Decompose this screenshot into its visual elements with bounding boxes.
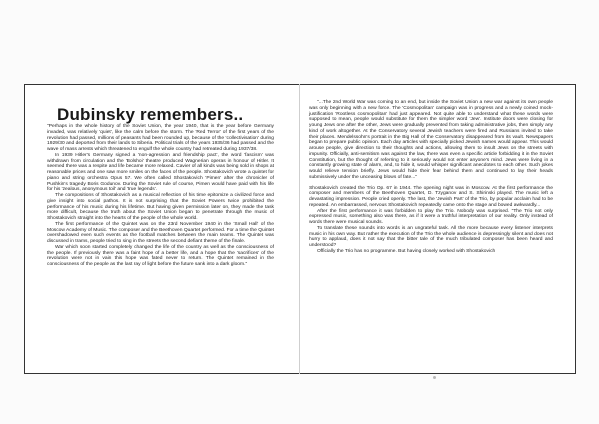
left-column [47,124,274,268]
paragraph: The first performance of the Quintet was on the 23rd November 1940 in the 'Small Hall' of the Moscow Academy of Music. The composer and the Beethoven Quartet performed. For a time the Quintet overshadowed even such events as the football matches between the main teams. The Quintet was discussed in trams, people tried to sing in the streets the second defiant theme of the finale. [47,221,274,244]
paragraph: Officially the Trio has no programme. But having closely worked with Shostakovich [317,248,496,254]
page-fold [299,84,300,374]
paragraph: After the first performance it was forbidden to play the Trio. Nobody was surprised. "The Trio not only expressed music, something also was there, as if it were a truthful interpretation of our reality. Only instead of words there were musical sounds. [309,208,553,225]
right-column [309,100,553,255]
paragraph: "...The 2nd World War was coming to an end, but inside the Soviet Union a new war against its own people was only beginning with a new force. The 'Cosmopolitan' campaign was in progress and a newly coined mock-justification 'Rootless cosmopolitan' had just appeared. Not quite able to understand what these words were supposed to mean, people would substitute for them the simpler word 'Jew'. Institute doors were closing for young Jews one after the other, Jews were gradually prevented from taking administrative jobs, then simply any kind of work altogether. At the Conservatory several Jewish teachers were fired and Russians invited to take their places. Mendelssohn's portrait in the Big Hall of the Conservatory disappeared from its vault. Newspapers began to prepare public opinion. Each day articles with specially picked Jewish names would appear. This would arouse people, give direction to their thoughts and actions, allowing them to insult Jews on the streets with impunity. Officially, anti-semitism was against the law, there was even a specific article forbidding it in the Soviet Constitution, but the thought of referring to it seriously would not enter anyone's mind. Jews were living in a constantly growing state of alarm, and, to hide it, would whisper significant anecdotes to each other. Such jokes would relieve tension briefly. Jews would hide their fear behind them and continued to lay their heads submissively under the unceasing blows of fate..." [309,100,553,180]
paragraph: To translate these sounds into words is an ungrateful task. All the more because every listener interprets music in his own way. But rather the execution of the Trio the whole audience is depressingly silent and does not hurry to applaud, does it not say that the bitter tale of the much tribulated composer has been heard and understood? [309,225,553,248]
paragraph: War which soon started completely changed the life of the country as well as the consciousness of the people. If previously there was a faint hope of a better life, and a hope that the 'sacrifices' of the revolution were not in vain this hope was fated never to return. The Quintet remained in the consciousness of the people as the last ray of light before the future sank into a dark gloom." [47,244,274,267]
paragraph: In 1939 Hitler's Germany signed a 'non-agression and friendship pact', the word 'fascism' was withdrawn from circulation and the 'Bolshoi' theatre produced Wagnerian operas in honour of Hitler. It seemed there was a respite and life became more relaxed. Cavier of all kinds was being sold in shops at reasonable prices and one saw more smiles on the faces of the people. Shostakovich wrote a quintet for piano and string orchestra Opus 57. We often called Shostakovich 'Pimen' after the chronicler of Pushkin's tragedy Boris Godunov. During the Soviet rule of course, Pimen would have paid with his life for his 'zealous, anonymous toil' and 'true legends'. [47,152,274,193]
paragraph: The compositions of Shostakovich as a musical reflection of his time epitomize a civilized force and give insight into social pathos. It is not surprising that the Soviet Powers twice prohibited the performance of his music during his lifetime. But having given permission later on, they made the task more difficult, because the truth about the Soviet Union began to penetrate through the music of Shostakovich straight into the hearts of the people of the whole world. [47,193,274,221]
paragraph: Shostakovich created the Trio Op. 67 in 1944. The opening night was in Moscow. At the first performance the composer and members of the Beethoven Quartet, D. Tzyganov and S. Shirinski played. The music left a devastating impression. People cried openly. The last, the 'Jewish Part' of the Trio, by popular acclaim had to be repeated. An embarrassed, nervous Shostakovich repeatedly came onto the stage and bowed awkwardly... [309,185,553,208]
article-title: Dubinsky remembers.. [57,105,244,124]
page-mark [433,376,436,379]
paragraph: "Perhaps in the whole history of the Soviet Union, the year 1940, that is the year before Germany invaded, was relatively 'quiet', like the calm before the storm. The 'Red Terror' of the first years of the revolution had passed, millions of peasants had been rounded up, because of the 'collectivisation' during 1929/30 and deported from their lands to Siberia. Political trials of the years 1935/36 had passed and the wave of mass arrests which threatened to engulf the whole country had retreated during 1937/38. [47,124,274,152]
